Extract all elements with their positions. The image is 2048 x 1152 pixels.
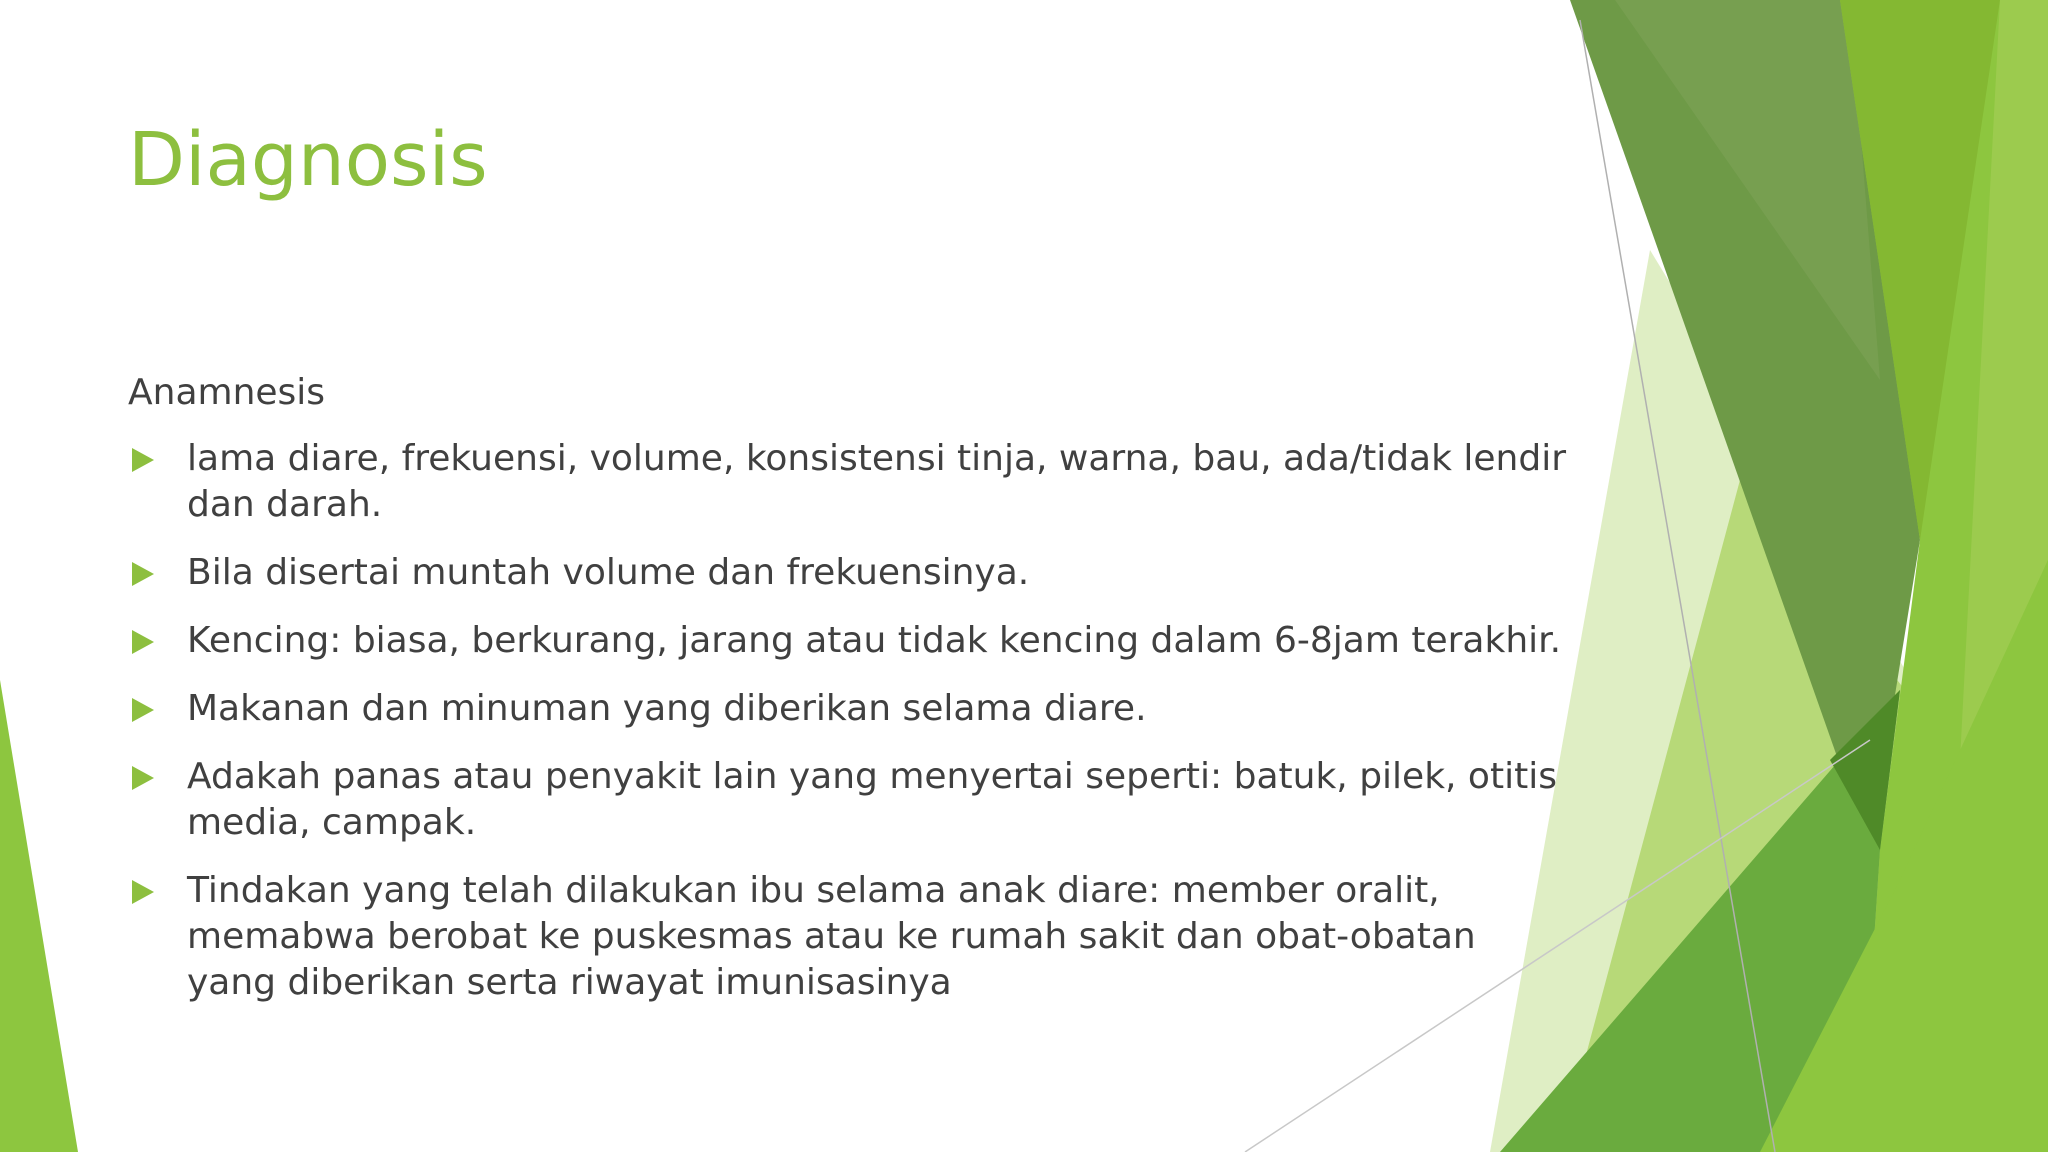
triangle-right-arrow-icon [132, 630, 154, 654]
bullet-text: Kencing: biasa, berkurang, jarang atau tidak kencing dalam 6-8jam terakhir. [187, 620, 1562, 661]
left-green-sliver [0, 680, 78, 1152]
bullet-text: Makanan dan minuman yang diberikan selama diare. [187, 688, 1147, 729]
triangle-right-arrow-icon [132, 880, 154, 904]
bullet-text: lama diare, frekuensi, volume, konsistensi tinja, warna, bau, ada/tidak lendir dan darah. [187, 438, 1567, 525]
slide-content [128, 370, 1568, 1028]
subheading-anamnesis: Anamnesis [128, 372, 326, 413]
triangle-right-arrow-icon [132, 698, 154, 722]
triangle-right-arrow-icon [132, 562, 154, 586]
bullet-text: Tindakan yang telah dilakukan ibu selama anak diare: member oralit, memabwa berobat ke puskesmas atau ke rumah sakit dan obat-obatan yang diberikan serta riwayat imunisasinya [187, 870, 1476, 1003]
slide-title: Diagnosis [128, 117, 488, 203]
triangle-right-arrow-icon [132, 448, 154, 472]
bullet-text: Bila disertai muntah volume dan frekuensinya. [187, 552, 1030, 593]
bullet-item [128, 436, 1568, 528]
bullet-text: Adakah panas atau penyakit lain yang menyertai seperti: batuk, pilek, otitis media, campak. [187, 756, 1557, 843]
triangle-right-arrow-icon [132, 766, 154, 790]
bullet-item [128, 618, 1568, 664]
bullet-item [128, 686, 1568, 732]
bullet-item [128, 550, 1568, 596]
bullet-item [128, 754, 1568, 846]
bullet-item [128, 868, 1568, 1006]
bullet-list [128, 436, 1568, 1006]
